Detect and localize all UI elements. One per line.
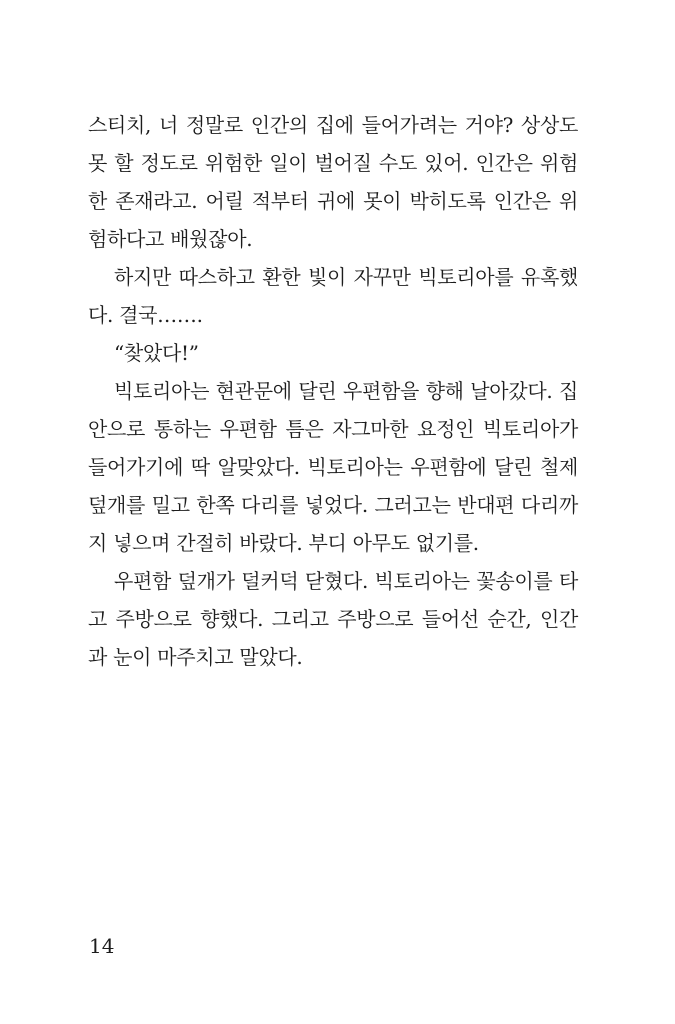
- body-text: [88, 106, 578, 676]
- paragraph-2: 하지만 따스하고 환한 빛이 자꾸만 빅토리아를 유혹했다. 결국…….: [88, 265, 578, 327]
- paragraph-5: 우편함 덮개가 덜커덕 닫혔다. 빅토리아는 꽃송이를 타고 주방으로 향했다. 그리고 주방으로 들어선 순간, 인간과 눈이 마주치고 말았다.: [88, 569, 578, 669]
- page-number: 14: [89, 934, 115, 958]
- paragraph-1: 스티치, 너 정말로 인간의 집에 들어가려는 거야? 상상도 못 할 정도로 위험한 일이 벌어질 수도 있어. 인간은 위험한 존재라고. 어릴 적부터 귀에 못이 박히도록 인간은 위험하다고 배웠잖아.: [88, 113, 578, 251]
- paragraph-3-dialogue: “찾았다!”: [114, 341, 199, 365]
- paragraph-4: 빅토리아는 현관문에 달린 우편함을 향해 날아갔다. 집 안으로 통하는 우편함 틈은 자그마한 요정인 빅토리아가 들어가기에 딱 알맞았다. 빅토리아는 우편함에 달린 철제 덮개를 밀고 한쪽 다리를 넣었다. 그러고는 반대편 다리까지 넣으며 간절히 바랐다. 부디 아무도 없기를.: [88, 379, 578, 555]
